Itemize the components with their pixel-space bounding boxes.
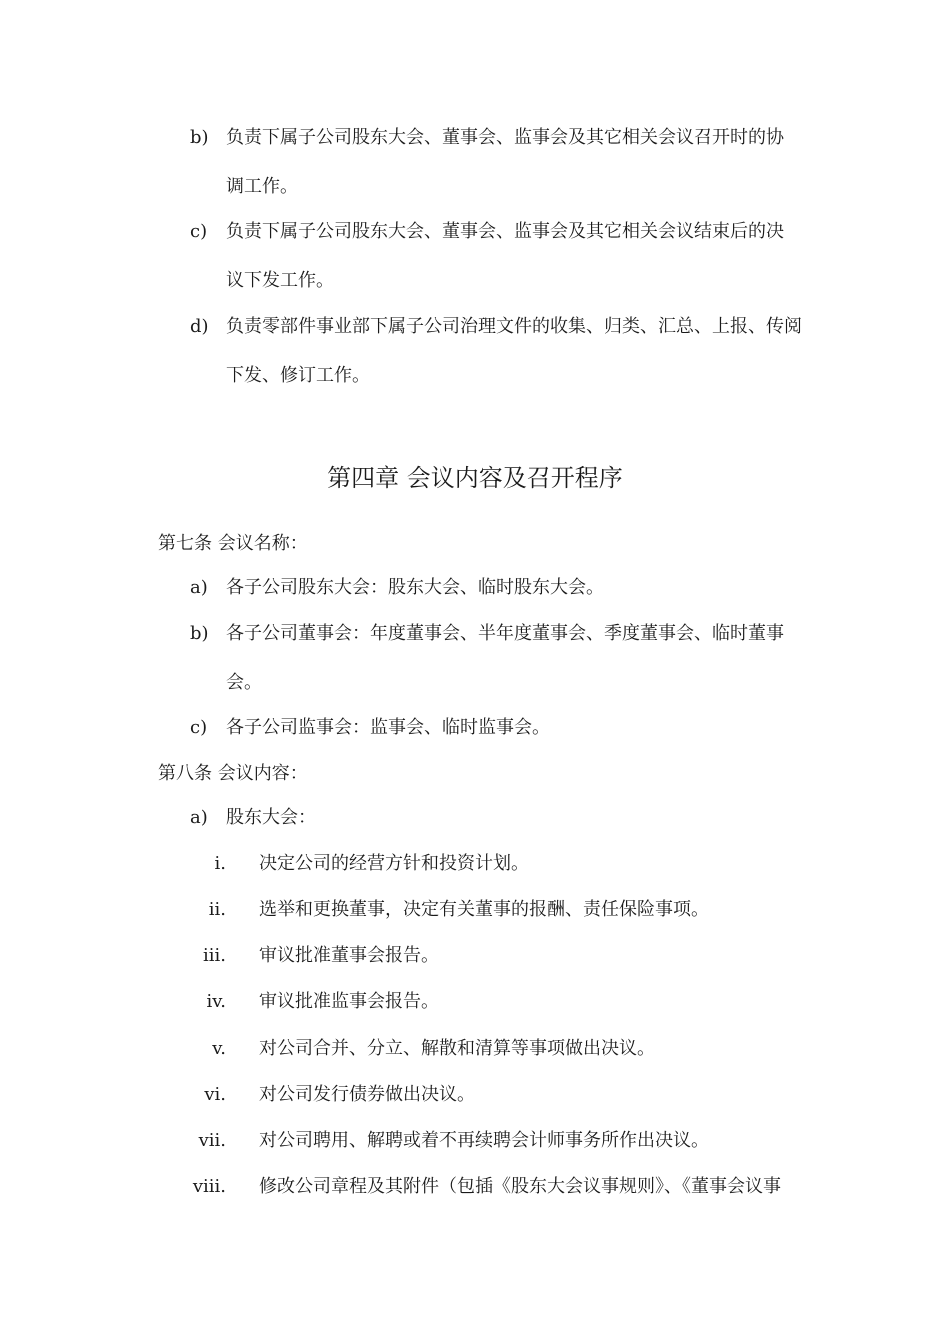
roman-marker: vii.: [198, 1130, 226, 1151]
chapter-title: 第四章 会议内容及召开程序: [327, 464, 623, 492]
list-item-text: 负责下属子公司股东大会、董事会、监事会及其它相关会议结束后的决: [226, 221, 784, 242]
list-marker: d): [190, 316, 209, 337]
roman-item-text: 审议批准监事会报告。: [259, 991, 439, 1012]
list-marker: b): [190, 623, 209, 644]
roman-marker: iv.: [206, 991, 226, 1012]
article-heading: 第八条 会议内容：: [158, 763, 308, 784]
list-item-text: 各子公司监事会：监事会、临时监事会。: [226, 717, 550, 738]
list-item-text-cont: 议下发工作。: [226, 270, 334, 291]
list-item-text-cont: 会。: [226, 672, 262, 693]
roman-marker: iii.: [203, 945, 226, 966]
article-heading: 第七条 会议名称：: [158, 533, 308, 554]
list-item-text-cont: 下发、修订工作。: [226, 365, 370, 386]
roman-marker: viii.: [192, 1176, 226, 1197]
list-item-text-cont: 调工作。: [226, 176, 298, 197]
list-marker: c): [190, 717, 208, 738]
roman-marker: v.: [212, 1038, 226, 1059]
list-item-text: 负责下属子公司股东大会、董事会、监事会及其它相关会议召开时的协: [226, 127, 784, 148]
roman-item-text: 审议批准董事会报告。: [259, 945, 439, 966]
list-item-text: 负责零部件事业部下属子公司治理文件的收集、归类、汇总、上报、传阅: [226, 316, 802, 337]
list-marker: a): [190, 807, 208, 828]
roman-item-text: 对公司发行债券做出决议。: [259, 1084, 475, 1105]
list-item-text: 各子公司董事会：年度董事会、半年度董事会、季度董事会、临时董事: [226, 623, 784, 644]
roman-item-text: 选举和更换董事，决定有关董事的报酬、责任保险事项。: [259, 899, 709, 920]
roman-marker: ii.: [208, 899, 226, 920]
list-marker: c): [190, 221, 208, 242]
roman-item-text: 对公司合并、分立、解散和清算等事项做出决议。: [259, 1038, 655, 1059]
roman-item-text: 修改公司章程及其附件（包插《股东大会议事规则》、《董事会议事: [259, 1176, 781, 1197]
list-marker: b): [190, 127, 209, 148]
roman-marker: vi.: [204, 1084, 226, 1105]
list-item-text: 股东大会：: [226, 807, 316, 828]
list-item-text: 各子公司股东大会：股东大会、临时股东大会。: [226, 577, 604, 598]
list-marker: a): [190, 577, 208, 598]
roman-marker: i.: [214, 853, 226, 874]
roman-item-text: 对公司聘用、解聘或着不再续聘会计师事务所作出决议。: [259, 1130, 709, 1151]
roman-item-text: 决定公司的经营方针和投资计划。: [259, 853, 529, 874]
